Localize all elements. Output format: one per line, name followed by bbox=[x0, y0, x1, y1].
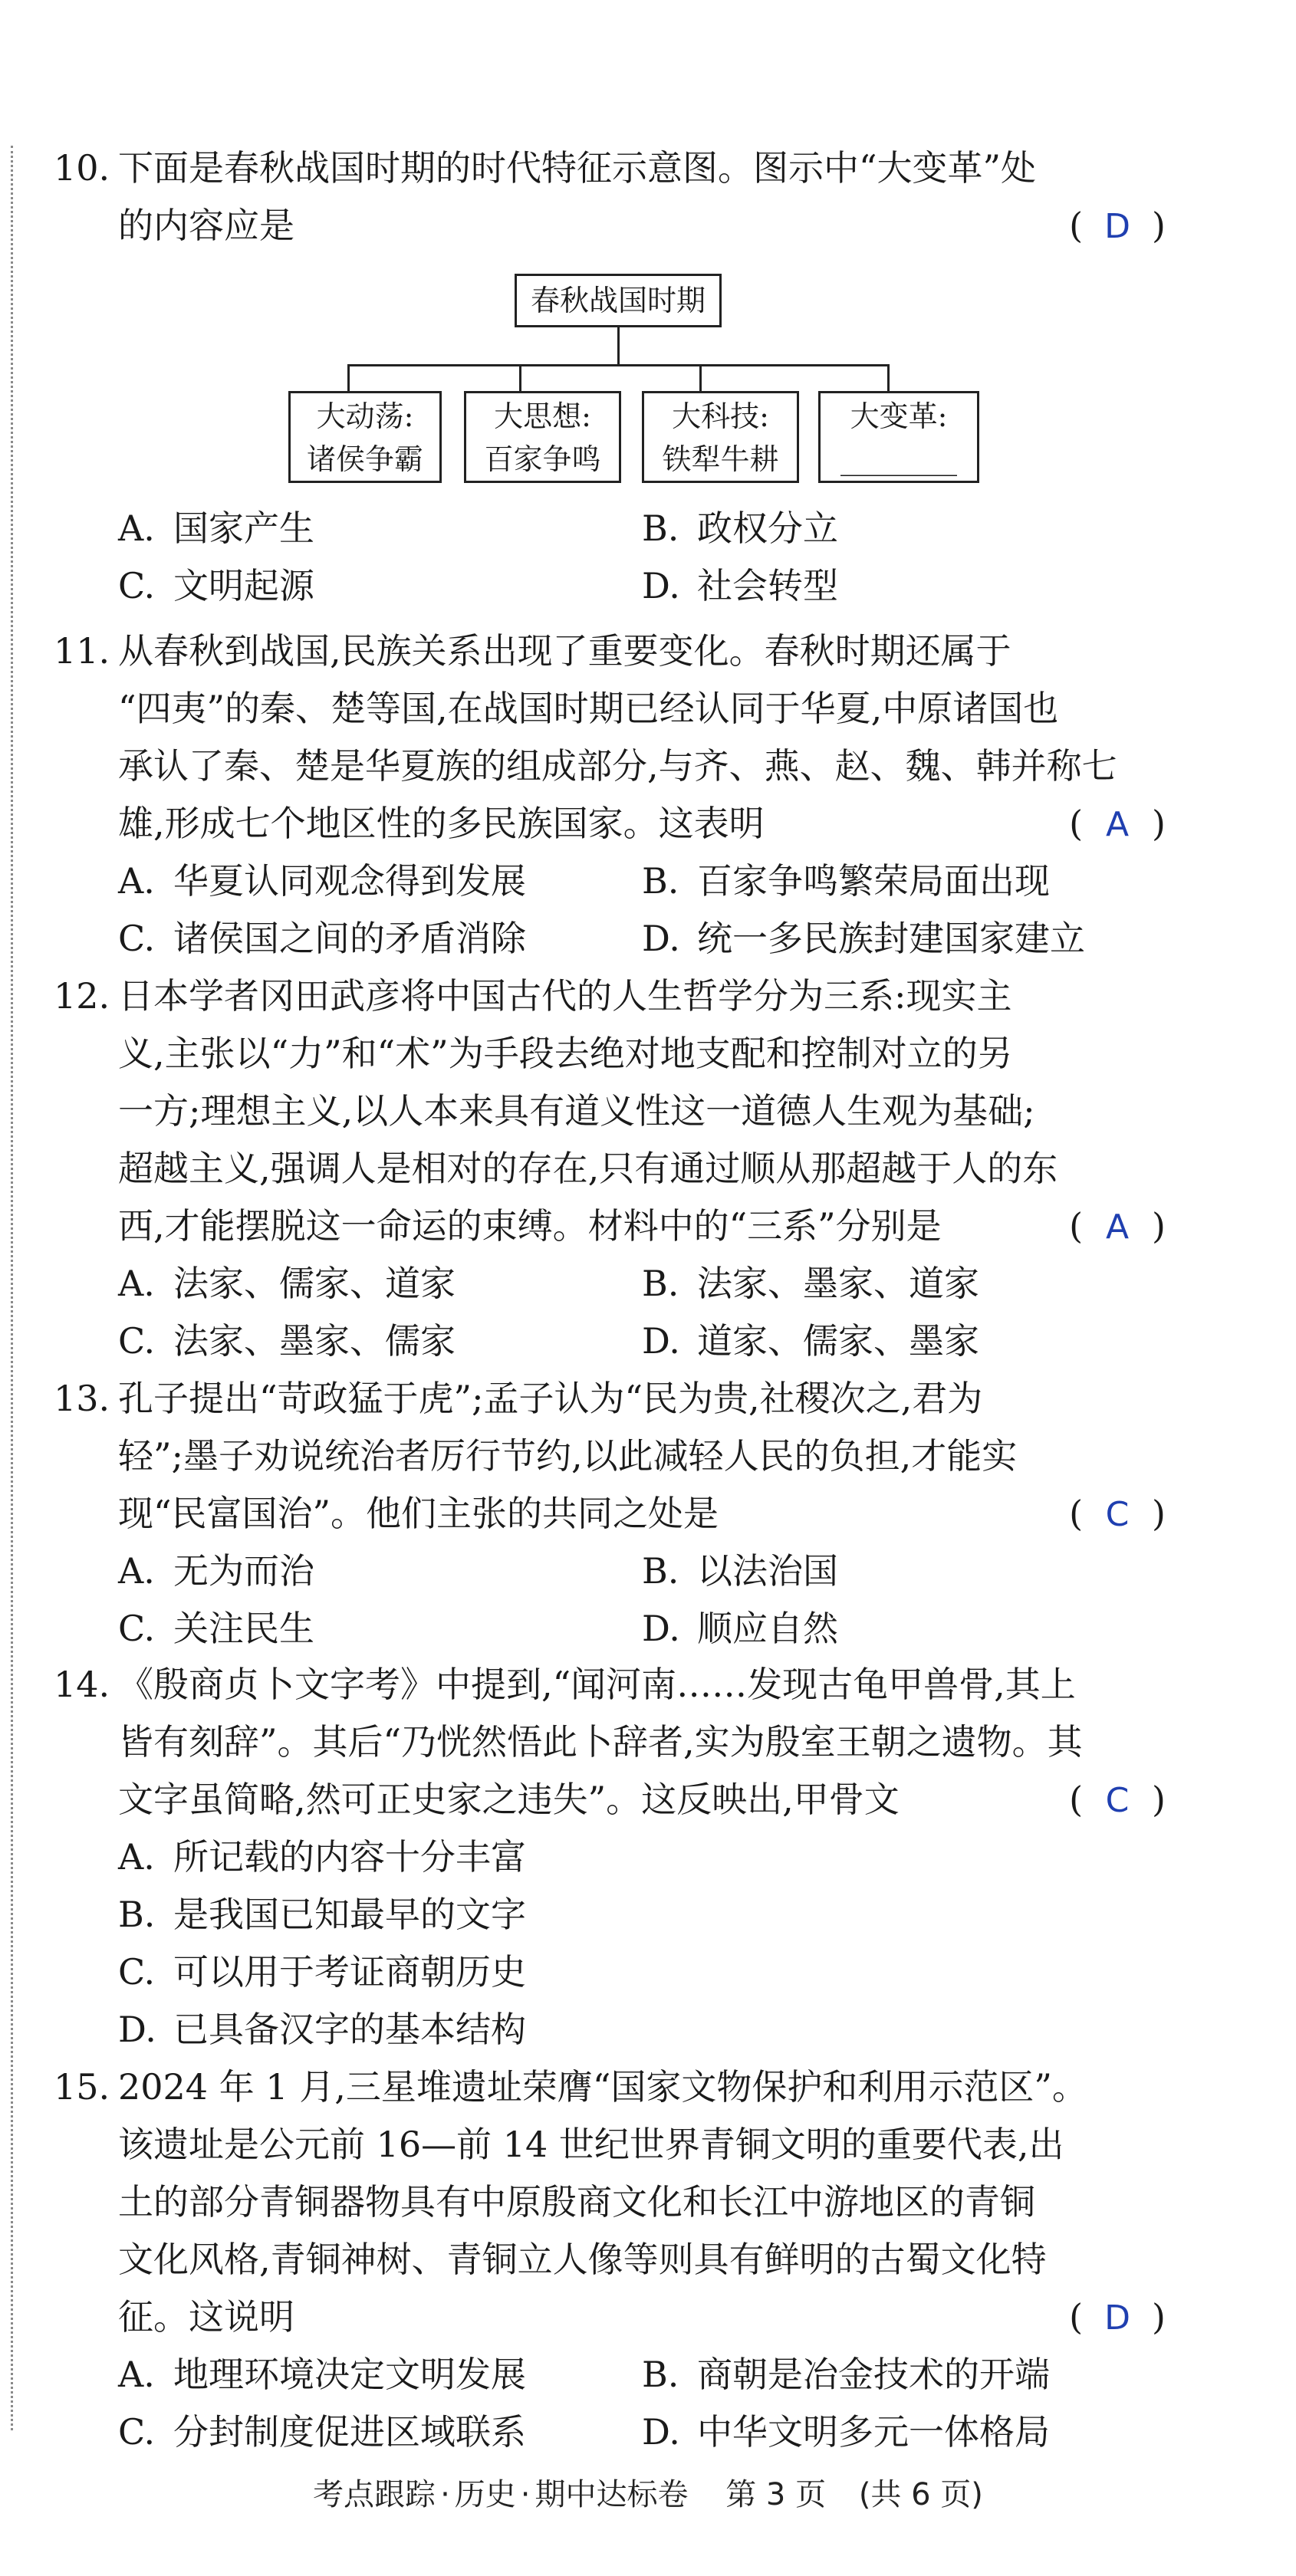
option-b: B. 政权分立 bbox=[642, 508, 838, 549]
option-c: C. 法家、墨家、儒家 bbox=[118, 1320, 456, 1362]
page-footer: 考点跟踪 · 历史 · 期中达标卷 第 3 页 (共 6 页) bbox=[313, 2477, 983, 2512]
footer-subject: 历史 bbox=[454, 2477, 516, 2512]
question-12: 12. 日本学者冈田武彦将中国古代的人生哲学分为三系:现实主 义,主张以“力”和“术”为手段去绝对地支配和控制对立的另 一方;理想主义,以人本来具有道义性这一道德人生观为基础; 超越主义,强调人是相对的存在,只有通过顺从那超越于人的东 西,才能摆脱这一命运的束缚。材料中的“三系”分别是 ( A ) A. 法家、儒家、道家 B. 法家、墨家、道家 C. 法家、墨家、儒家 D. 道家、儒家、墨家 bbox=[54, 968, 1166, 1370]
question-13: 13. 孔子提出“苛政猛于虎”;孟子认为“民为贵,社稷次之,君为 轻”;墨子劝说统治者厉行节约,以此减轻人民的负担,才能实 现“民富国治”。他们主张的共同之处是 ( C ) A. 无为而治 B. 以法治国 C. 关注民生 D. 顺应自然 bbox=[54, 1370, 1166, 1658]
diagram-connector bbox=[347, 364, 890, 366]
option-d: D. 已具备汉字的基本结构 bbox=[118, 2009, 526, 2050]
option-b: B. 是我国已知最早的文字 bbox=[118, 1894, 526, 1935]
diagram-connector bbox=[347, 364, 350, 391]
answer-mark: A bbox=[1105, 805, 1130, 844]
diagram-child-box: 大科技: 铁犁牛耕 bbox=[642, 391, 799, 483]
answer-bracket: ( D ) bbox=[1069, 197, 1166, 255]
answer-bracket: ( A ) bbox=[1069, 795, 1166, 853]
answer-mark: C bbox=[1105, 1781, 1130, 1820]
binding-margin-line bbox=[11, 146, 13, 2430]
diagram-child-box: 大动荡: 诸侯争霸 bbox=[288, 391, 442, 483]
diagram-child-box: 大思想: 百家争鸣 bbox=[464, 391, 621, 483]
options bbox=[54, 500, 1166, 615]
diagram-connector bbox=[519, 364, 521, 391]
answer-mark: A bbox=[1105, 1208, 1130, 1247]
footer-series: 考点跟踪 bbox=[313, 2477, 436, 2512]
option-b: B. 百家争鸣繁荣局面出现 bbox=[642, 860, 1050, 902]
footer-page: 第 3 页 bbox=[725, 2477, 827, 2512]
option-a: A. 国家产生 bbox=[118, 508, 314, 549]
option-d: D. 中华文明多元一体格局 bbox=[642, 2411, 1050, 2453]
option-a: A. 华夏认同观念得到发展 bbox=[118, 860, 526, 902]
options bbox=[54, 2346, 1166, 2461]
answer-bracket: ( D ) bbox=[1069, 2288, 1166, 2347]
diagram-connector bbox=[699, 364, 702, 391]
options bbox=[54, 1255, 1166, 1370]
question-11: 11. 从春秋到战国,民族关系出现了重要变化。春秋时期还属于 “四夷”的秦、楚等国,在战国时期已经认同于华夏,中原诸国也 承认了秦、楚是华夏族的组成部分,与齐、燕、赵、魏、韩并称七 雄,形成七个地区性的多民族国家。这表明 ( A ) A. 华夏认同观念得到发展 B. 百家争鸣繁荣局面出现 C. 诸侯国之间的矛盾消除 D. 统一多民族封建国家建立 bbox=[54, 623, 1166, 968]
option-c: C. 可以用于考证商朝历史 bbox=[118, 1951, 526, 1993]
footer-exam: 期中达标卷 bbox=[535, 2477, 689, 2512]
diagram-root-box: 春秋战国时期 bbox=[515, 274, 722, 327]
question-number: 15. bbox=[54, 2066, 110, 2108]
option-b: B. 以法治国 bbox=[642, 1550, 838, 1592]
answer-bracket: ( C ) bbox=[1069, 1771, 1166, 1829]
option-d: D. 统一多民族封建国家建立 bbox=[642, 918, 1085, 959]
option-c: C. 诸侯国之间的矛盾消除 bbox=[118, 918, 526, 959]
option-a: A. 所记载的内容十分丰富 bbox=[118, 1836, 526, 1878]
answer-mark: D bbox=[1104, 207, 1130, 246]
question-number: 14. bbox=[54, 1664, 110, 1705]
diagram-connector bbox=[617, 327, 620, 366]
options bbox=[54, 853, 1166, 968]
option-d: D. 顺应自然 bbox=[642, 1608, 838, 1649]
options bbox=[54, 1829, 1166, 2058]
question-14: 14. 《殷商贞卜文字考》中提到,“闻河南……发现古龟甲兽骨,其上 皆有刻辞”。其后“乃恍然悟此卜辞者,实为殷室王朝之遗物。其 文字虽简略,然可正史家之违失”。这反映出,甲骨文 ( C ) A. 所记载的内容十分丰富 B. 是我国已知最早的文字 C. 可以用于考证商朝历史 D. 已具备汉字的基本结构 bbox=[54, 1656, 1166, 2058]
question-stem-line: 10. 下面是春秋战国时期的时代特征示意图。图示中“大变革”处 bbox=[54, 140, 1166, 197]
option-c: C. 文明起源 bbox=[118, 565, 314, 606]
option-d: D. 社会转型 bbox=[642, 565, 838, 606]
option-a: A. 无为而治 bbox=[118, 1550, 314, 1592]
footer-total: (共 6 页) bbox=[858, 2477, 983, 2512]
question-number: 12. bbox=[54, 975, 110, 1017]
question-number: 13. bbox=[54, 1378, 110, 1419]
option-c: C. 分封制度促进区域联系 bbox=[118, 2411, 526, 2453]
question-15: 15. 2024 年 1 月,三星堆遗址荣膺“国家文物保护和利用示范区”。 该遗址是公元前 16—前 14 世纪世界青铜文明的重要代表,出 土的部分青铜器物具有中原殷商文化和长江中游地区的青铜 文化风格,青铜神树、青铜立人像等则具有鲜明的古蜀文化特 征。这说明 ( D ) A. 地理环境决定文明发展 B. 商朝是冶金技术的开端 C. 分封制度促进区域联系 D. 中华文明多元一体格局 bbox=[54, 2058, 1166, 2461]
answer-mark: D bbox=[1104, 2298, 1130, 2338]
answer-bracket: ( A ) bbox=[1069, 1198, 1166, 1256]
option-b: B. 法家、墨家、道家 bbox=[642, 1263, 979, 1304]
option-c: C. 关注民生 bbox=[118, 1608, 314, 1649]
diagram-child-box-blank: 大变革: ________ bbox=[818, 391, 979, 483]
question-stem-line: 的内容应是 ( D ) bbox=[54, 197, 1166, 255]
question-10 bbox=[54, 140, 1166, 615]
options bbox=[54, 1543, 1166, 1658]
option-d: D. 道家、儒家、墨家 bbox=[642, 1320, 979, 1362]
option-b: B. 商朝是冶金技术的开端 bbox=[642, 2354, 1050, 2395]
answer-bracket: ( C ) bbox=[1069, 1485, 1166, 1543]
era-feature-diagram bbox=[54, 255, 1166, 485]
option-a: A. 地理环境决定文明发展 bbox=[118, 2354, 526, 2395]
answer-mark: C bbox=[1105, 1495, 1130, 1534]
option-a: A. 法家、儒家、道家 bbox=[118, 1263, 456, 1304]
question-number: 10. bbox=[54, 147, 110, 189]
diagram-connector bbox=[887, 364, 890, 391]
question-number: 11. bbox=[54, 630, 110, 672]
